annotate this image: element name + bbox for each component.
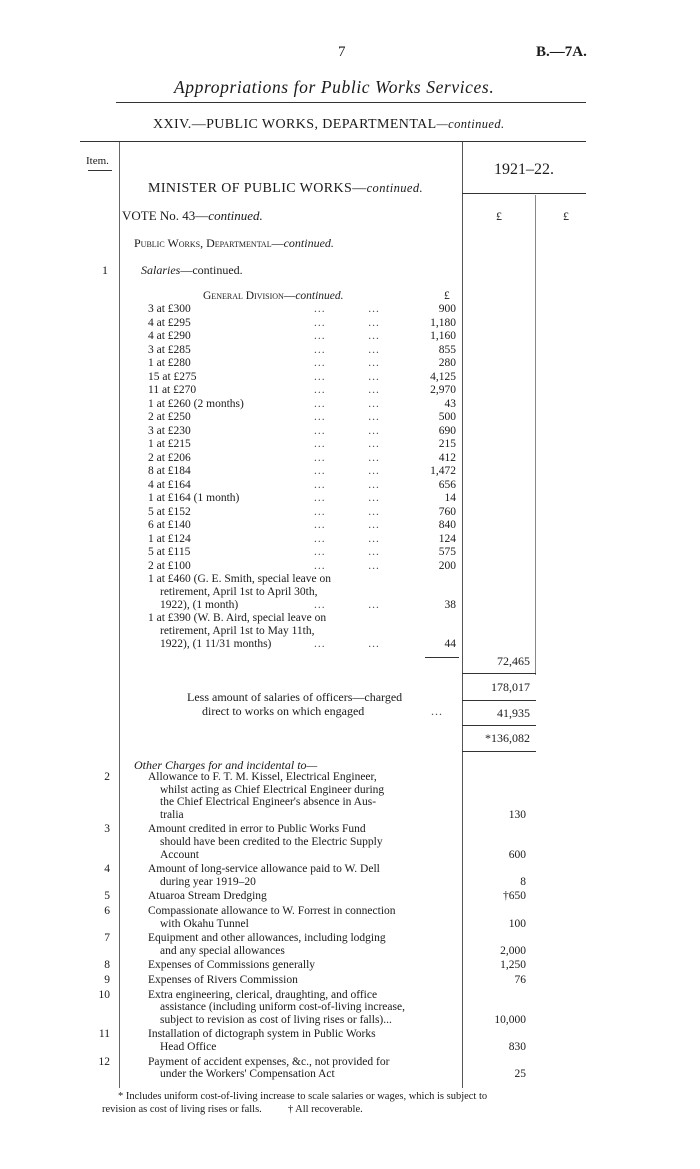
salary-row-amount: 1,472 <box>430 465 456 477</box>
leader-dots: ... ... <box>314 370 380 383</box>
salary-row-desc: 3 at £300 <box>148 303 191 315</box>
smith-line-2: retirement, April 1st to April 30th, <box>160 586 318 598</box>
section-heading <box>153 117 505 133</box>
leader-dots: ... ... <box>314 357 380 369</box>
leader-dots: ... ... <box>314 411 380 423</box>
total-rule <box>462 700 536 701</box>
charge-item-number: 12 <box>98 1055 110 1068</box>
salary-row-amount: 690 <box>438 424 456 437</box>
charge-item-amount: 830 <box>508 1041 526 1053</box>
department-title: Public Works, Departmental— <box>134 236 284 250</box>
charge-item-amount: 1,250 <box>500 959 526 972</box>
charge-item-text: assistance (including uniform cost-of-living increase, <box>160 1001 405 1014</box>
minister-title: MINISTER OF PUBLIC WORKS— <box>148 181 367 196</box>
salaries-heading <box>141 263 243 278</box>
leader-dots: ... ... <box>314 451 380 464</box>
total-column-rule <box>535 195 536 675</box>
salaries-label: Salaries <box>141 263 181 277</box>
leader-dots: ... ... <box>314 559 380 572</box>
charge-item-text: Payment of accident expenses, &c., not provided for <box>148 1055 390 1068</box>
footnote-line-2 <box>102 1104 363 1115</box>
charge-item-text: Allowance to F. T. M. Kissel, Electrical Engineer, <box>148 771 377 783</box>
salary-row-amount: 14 <box>444 492 456 504</box>
less-line-2: direct to works on which engaged <box>202 704 365 718</box>
division-title: General Division— <box>203 290 296 302</box>
leader-dots: ... ... <box>314 478 380 491</box>
charge-item-text: subject to revision as cost of living rises or falls)... <box>160 1013 392 1026</box>
year-column-header: 1921–22. <box>494 161 554 178</box>
charge-item-number: 7 <box>104 932 110 945</box>
salary-row-desc: 15 at £275 <box>148 370 197 383</box>
charge-item-number: 4 <box>104 863 110 876</box>
leader-dots: ... ... <box>314 397 380 410</box>
footnote-line-1: * Includes uniform cost-of-living increase to scale salaries or wages, which is subject to <box>118 1091 488 1102</box>
charge-item-number: 9 <box>104 974 110 986</box>
salary-row-amount: 215 <box>438 438 456 450</box>
salary-row-amount: 124 <box>438 532 456 545</box>
salary-row-desc: 3 at £230 <box>148 424 191 437</box>
leader-dots: ... ... <box>314 532 380 545</box>
leader-dots: ... ... <box>314 303 380 315</box>
charge-item-amount: †650 <box>503 890 526 903</box>
charge-item-number: 3 <box>104 823 110 836</box>
leader-dots: ... ... <box>314 638 380 650</box>
charge-item-text: Head Office <box>160 1041 217 1053</box>
salaries-pound-sign: £ <box>444 290 450 302</box>
smith-amount: 38 <box>444 599 456 611</box>
charge-item-number: 5 <box>104 890 110 903</box>
pound-sign-col1: £ <box>496 209 502 223</box>
item-column-rule <box>119 142 120 1088</box>
header-rule <box>116 102 586 103</box>
aird-line-1: 1 at £390 (W. B. Aird, special leave on <box>148 612 327 624</box>
vote-title: VOTE No. 43— <box>122 208 209 223</box>
salary-row-amount: 1,160 <box>430 330 456 342</box>
salary-row-amount: 656 <box>438 478 456 491</box>
division-continued: continued. <box>295 290 344 302</box>
leader-dots: ... ... <box>314 546 380 558</box>
charge-item-text: during year 1919–20 <box>160 875 256 888</box>
charge-item-amount: 600 <box>508 848 526 861</box>
charge-item-text: Expenses of Rivers Commission <box>148 974 298 986</box>
pound-sign-col2: £ <box>563 209 569 223</box>
page-title: Appropriations for Public Works Services. <box>174 77 495 97</box>
leader-dots: ... ... <box>314 424 380 437</box>
salary-row-amount: 280 <box>438 357 456 369</box>
smith-line-3: 1922), (1 month) <box>160 599 239 611</box>
charge-item-text: whilst acting as Chief Electrical Engineer during <box>160 783 385 796</box>
less-rule <box>462 725 536 726</box>
section-continued: —continued. <box>436 117 505 131</box>
charge-item-text: with Okahu Tunnel <box>160 917 249 930</box>
salary-row-desc: 1 at £280 <box>148 357 191 369</box>
charge-item-amount: 76 <box>514 974 526 986</box>
salary-row-desc: 4 at £290 <box>148 330 191 342</box>
salary-row-amount: 760 <box>438 505 456 518</box>
charge-item-number: 10 <box>98 988 110 1001</box>
charge-item-amount: 100 <box>508 917 526 930</box>
leader-dots: ... ... <box>314 599 380 611</box>
minister-continued: continued. <box>366 181 424 195</box>
salary-row-desc: 5 at £152 <box>148 505 191 518</box>
vote-heading <box>122 208 263 224</box>
salary-row-amount: 900 <box>438 303 456 315</box>
subtotal-rule <box>462 673 536 674</box>
salaries-continued: —continued. <box>180 263 243 277</box>
less-line-1: Less amount of salaries of officers—charged <box>187 690 403 704</box>
charge-item-text: Expenses of Commissions generally <box>148 959 316 972</box>
leader-dots: ... ... <box>314 505 380 518</box>
salary-row-amount: 4,125 <box>430 370 456 383</box>
leader-dots: ... ... <box>314 343 380 356</box>
aird-line-2: retirement, April 1st to May 11th, <box>160 625 315 637</box>
charge-item-text: Account <box>160 848 199 861</box>
salary-row-amount: 200 <box>438 559 456 572</box>
leader-dots: ... ... <box>314 330 380 342</box>
table-top-rule <box>80 141 586 142</box>
salary-row-desc: 1 at £164 (1 month) <box>148 492 240 504</box>
year-underline <box>462 193 586 194</box>
footnote-cost-of-living: revision as cost of living rises or falls. <box>102 1104 262 1115</box>
section-title: XXIV.—PUBLIC WORKS, DEPARTMENTAL <box>153 117 437 132</box>
leader-dots: ... ... <box>314 438 380 450</box>
charge-item-number: 11 <box>98 1028 110 1041</box>
salary-row-desc: 6 at £140 <box>148 519 191 531</box>
charge-item-text: Compassionate allowance to W. Forrest in connection <box>148 905 396 917</box>
salary-row-desc: 3 at £285 <box>148 343 191 356</box>
other-charges-heading: Other Charges for and incidental to— <box>134 758 318 772</box>
charge-item-text: tralia <box>160 808 184 821</box>
leader-dots: ... <box>431 704 443 718</box>
division-heading <box>203 290 344 302</box>
document-reference: B.—7A. <box>536 44 587 60</box>
salary-row-desc: 1 at £260 (2 months) <box>148 397 244 410</box>
salary-row-amount: 412 <box>438 451 456 464</box>
minister-heading <box>148 181 423 197</box>
salary-row-amount: 2,970 <box>430 384 456 396</box>
leader-dots: ... ... <box>314 465 380 477</box>
department-heading <box>134 236 334 251</box>
item-column-header: Item. <box>86 155 109 167</box>
salary-row-amount: 43 <box>444 397 456 410</box>
charge-item-amount: 25 <box>514 1068 526 1081</box>
salaries-subtotal: 72,465 <box>497 654 530 668</box>
charge-item-text: and any special allowances <box>160 944 285 957</box>
aird-line-3: 1922), (1 11/31 months) <box>160 638 272 650</box>
charge-item-text: under the Workers' Compensation Act <box>160 1068 335 1081</box>
salary-row-amount: 575 <box>438 546 456 558</box>
footnote-recoverable: † All recoverable. <box>287 1104 363 1115</box>
salaries-sum-rule <box>425 657 459 658</box>
salary-row-desc: 2 at £206 <box>148 451 191 464</box>
item-header-underline <box>88 170 112 171</box>
net-salaries: *136,082 <box>485 731 530 745</box>
salary-row-desc: 1 at £124 <box>148 532 191 545</box>
charge-item-amount: 2,000 <box>500 944 526 957</box>
charge-item-text: the Chief Electrical Engineer's absence in Aus- <box>160 796 377 809</box>
charge-item-amount: 10,000 <box>494 1013 526 1026</box>
charge-item-amount: 130 <box>508 808 526 821</box>
charge-item-text: Extra engineering, clerical, draughting, and office <box>148 988 378 1001</box>
salary-row-desc: 4 at £164 <box>148 478 191 491</box>
salary-row-desc: 4 at £295 <box>148 316 191 329</box>
salary-row-desc: 2 at £100 <box>148 559 191 572</box>
aird-amount: 44 <box>444 638 456 650</box>
salary-row-amount: 500 <box>438 411 456 423</box>
charge-item-text: should have been credited to the Electric Supply <box>160 836 383 848</box>
vote-continued: continued. <box>208 208 263 223</box>
charge-item-amount: 8 <box>520 875 526 888</box>
salaries-total: 178,017 <box>491 680 530 694</box>
salary-row-desc: 5 at £115 <box>148 546 191 558</box>
less-amount: 41,935 <box>497 706 530 720</box>
salary-row-amount: 840 <box>438 519 456 531</box>
charge-item-text: Installation of dictograph system in Public Works <box>148 1028 376 1041</box>
net-rule <box>462 751 536 752</box>
salary-row-desc: 1 at £215 <box>148 438 191 450</box>
leader-dots: ... ... <box>314 519 380 531</box>
charge-item-text: Equipment and other allowances, including lodging <box>148 932 386 945</box>
charge-item-text: Atuaroa Stream Dredging <box>148 890 267 903</box>
leader-dots: ... ... <box>314 492 380 504</box>
charge-item-text: Amount credited in error to Public Works Fund <box>148 823 366 836</box>
salary-row-desc: 2 at £250 <box>148 411 191 423</box>
salary-row-desc: 11 at £270 <box>148 384 197 396</box>
leader-dots: ... ... <box>314 384 380 396</box>
leader-dots: ... ... <box>314 316 380 329</box>
charge-item-number: 2 <box>104 771 110 783</box>
charge-item-number: 8 <box>104 959 110 972</box>
department-continued: continued. <box>283 236 334 250</box>
salary-row-amount: 855 <box>438 343 456 356</box>
salary-row-desc: 8 at £184 <box>148 465 191 477</box>
charge-item-number: 6 <box>104 905 110 917</box>
charge-item-text: Amount of long-service allowance paid to W. Dell <box>148 863 380 876</box>
salary-row-amount: 1,180 <box>430 316 456 329</box>
salaries-item-number: 1 <box>102 263 108 277</box>
page-number: 7 <box>338 44 346 60</box>
smith-line-1: 1 at £460 (G. E. Smith, special leave on <box>148 573 332 585</box>
